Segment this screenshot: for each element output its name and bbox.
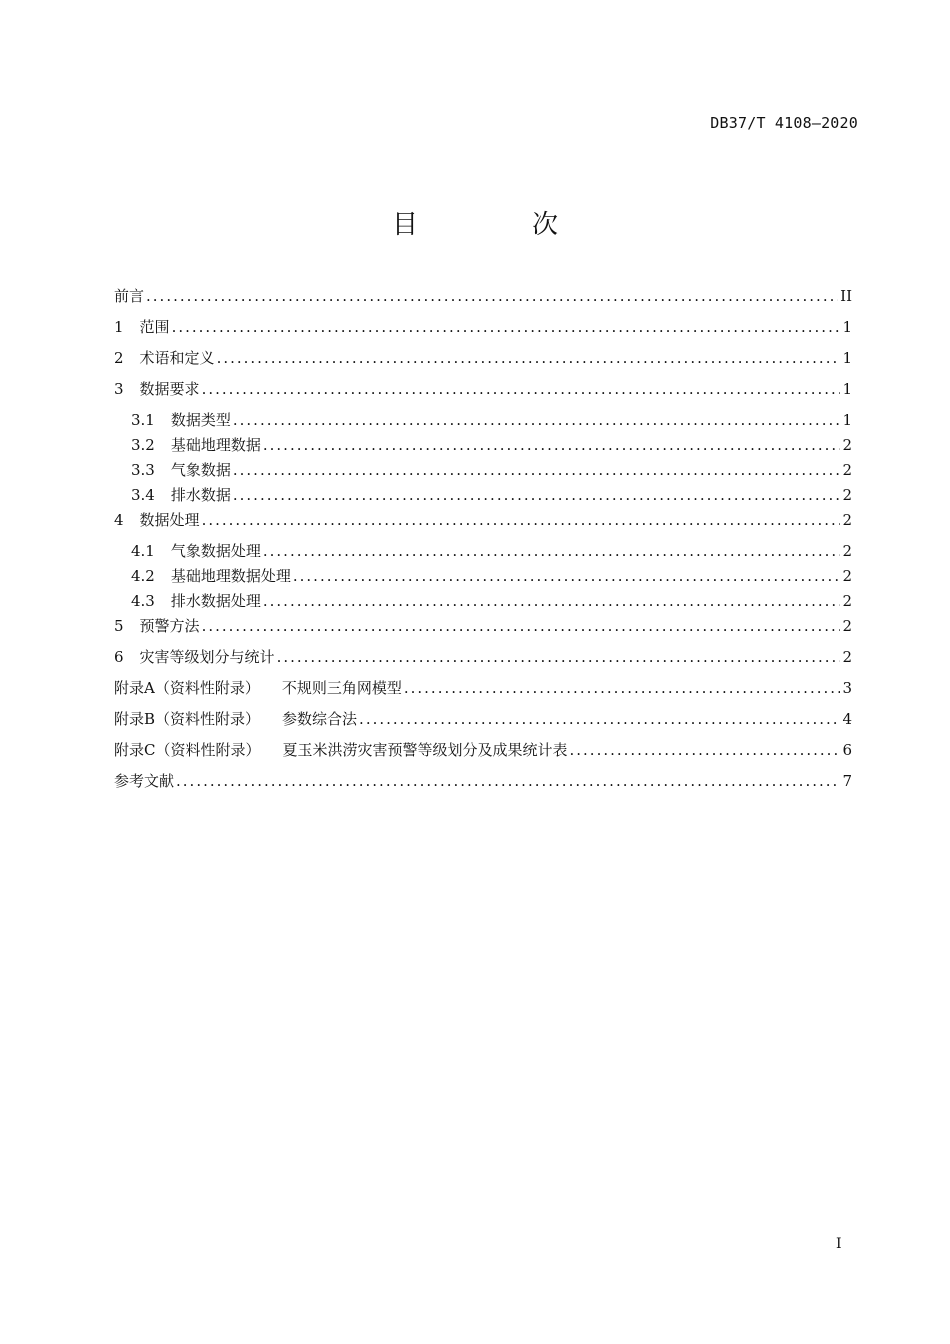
toc-entry[interactable]	[114, 676, 852, 707]
toc-entry-number: 2	[114, 349, 124, 367]
toc-leader-dots	[263, 539, 841, 563]
toc-entry-label: 夏玉米洪涝灾害预警等级划分及成果统计表	[282, 741, 568, 759]
toc-leader-dots	[293, 564, 841, 588]
toc-entry-label: 数据类型	[170, 411, 231, 429]
toc-entry-number: 3.3	[131, 461, 155, 479]
toc-leader-dots	[233, 408, 841, 432]
toc-entry-page: 4	[842, 710, 852, 728]
toc-leader-dots	[233, 458, 841, 482]
toc-leader-dots	[176, 769, 840, 793]
toc-entry-page: 6	[842, 741, 852, 759]
toc-leader-dots	[277, 645, 841, 669]
toc-entry-page: 2	[842, 592, 852, 610]
toc-entry-label: 不规则三角网模型	[281, 679, 402, 697]
toc-leader-dots	[570, 738, 841, 762]
toc-entry[interactable]	[114, 377, 852, 408]
toc-leader-dots	[202, 377, 841, 401]
toc-entry[interactable]	[114, 645, 852, 676]
toc-entry-number: 5	[114, 617, 124, 635]
toc-entry[interactable]	[114, 346, 852, 377]
toc-entry-number: 4.1	[131, 542, 155, 560]
toc-entry-label: 范围	[139, 318, 170, 336]
toc-entry-page: 1	[842, 411, 852, 429]
toc-entry-page: 1	[842, 380, 852, 398]
toc-entry-label: 数据处理	[139, 511, 200, 529]
toc-leader-dots	[202, 614, 841, 638]
toc-entry-label: 参考文献	[114, 772, 175, 790]
toc-entry-page: 7	[842, 772, 852, 790]
toc-entry-page: 1	[842, 318, 852, 336]
toc-entry-number: 3.2	[131, 436, 155, 454]
toc-entry[interactable]	[114, 508, 852, 539]
toc-leader-dots	[233, 483, 841, 507]
toc-entry-label: 排水数据	[170, 486, 231, 504]
toc-entry-page: 1	[842, 349, 852, 367]
toc-entry-page: 2	[842, 617, 852, 635]
toc-leader-dots	[263, 589, 841, 613]
toc-entry[interactable]	[114, 315, 852, 346]
toc-entry-page: 2	[842, 542, 852, 560]
toc-entry[interactable]	[114, 769, 852, 800]
toc-entry-number: 4.3	[131, 592, 155, 610]
toc-entry-label: 参数综合法	[282, 710, 358, 728]
toc-leader-dots	[404, 676, 841, 700]
page-title: 目 次	[391, 210, 602, 240]
toc-entry-number: 附录C（资料性附录）	[114, 741, 261, 759]
toc-entry-number: 4	[114, 511, 124, 529]
toc-entry[interactable]	[114, 284, 852, 315]
toc-entry[interactable]	[114, 589, 852, 614]
toc-entry-number: 3.1	[131, 411, 155, 429]
toc-entry-label: 数据要求	[139, 380, 200, 398]
toc-entry-number: 3	[114, 380, 124, 398]
document-code: DB37/T 4108—2020	[710, 114, 858, 132]
toc-entry-number: 附录B（资料性附录）	[114, 710, 261, 728]
toc-leader-dots	[202, 508, 841, 532]
toc-entry-number: 4.2	[131, 567, 155, 585]
toc-entry-label: 排水数据处理	[170, 592, 261, 610]
toc-entry-number: 3.4	[131, 486, 155, 504]
toc-entry-page: 2	[842, 567, 852, 585]
toc-entry-page: 3	[842, 679, 852, 697]
toc-entry[interactable]	[114, 458, 852, 483]
toc-entry[interactable]	[114, 483, 852, 508]
toc-entry-label: 气象数据	[170, 461, 231, 479]
toc-entry-page: 2	[842, 486, 852, 504]
toc-leader-dots	[217, 346, 841, 370]
toc-entry-number: 附录A（资料性附录）	[114, 679, 260, 697]
page-number: I	[836, 1236, 842, 1252]
toc-entry-label: 基础地理数据处理	[170, 567, 291, 585]
toc-entry-label: 气象数据处理	[170, 542, 261, 560]
toc-entry-label: 术语和定义	[139, 349, 215, 367]
toc-entry-page: 2	[842, 436, 852, 454]
toc-entry-label: 灾害等级划分与统计	[139, 648, 275, 666]
toc-entry[interactable]	[114, 738, 852, 769]
toc-leader-dots	[172, 315, 841, 339]
toc-entry-page: 2	[842, 511, 852, 529]
toc-entry[interactable]	[114, 564, 852, 589]
toc-entry[interactable]	[114, 614, 852, 645]
toc-entry[interactable]	[114, 433, 852, 458]
toc-entry-number: 1	[114, 318, 124, 336]
toc-entry[interactable]	[114, 707, 852, 738]
toc-entry-page: 2	[842, 461, 852, 479]
toc-entry-page: II	[840, 287, 852, 305]
toc-entry-label: 前言	[114, 287, 145, 305]
toc-entry[interactable]	[114, 408, 852, 433]
toc-entry-label: 基础地理数据	[170, 436, 261, 454]
toc-leader-dots	[263, 433, 841, 457]
toc-entry[interactable]	[114, 539, 852, 564]
table-of-contents	[114, 284, 852, 800]
toc-entry-number: 6	[114, 648, 124, 666]
toc-entry-page: 2	[842, 648, 852, 666]
toc-leader-dots	[146, 284, 838, 308]
toc-leader-dots	[359, 707, 840, 731]
toc-entry-label: 预警方法	[139, 617, 200, 635]
